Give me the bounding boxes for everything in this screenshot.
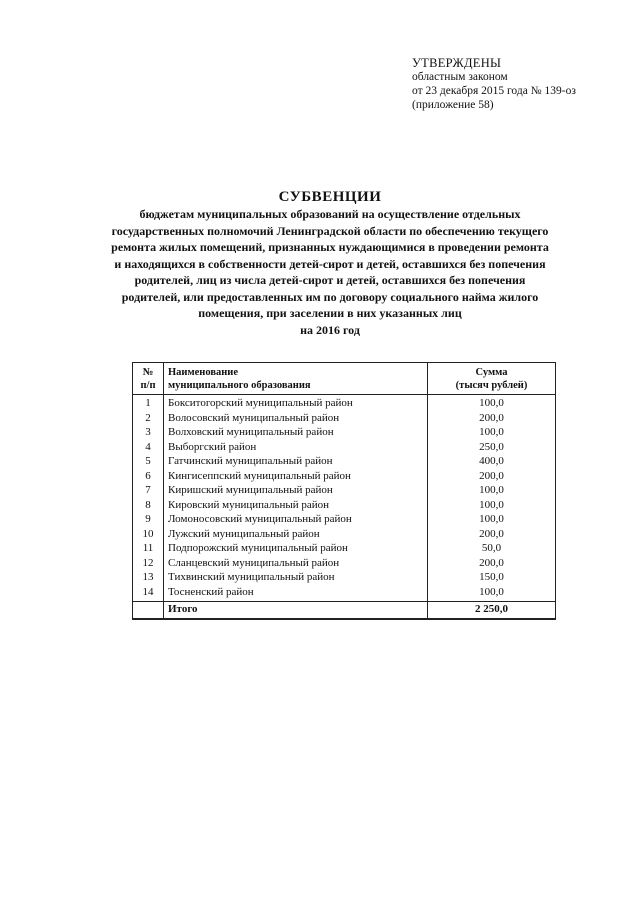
approval-appendix-line: (приложение 58) bbox=[412, 99, 494, 111]
document-subtitle: бюджетам муниципальных образований на осуществление отдельных государственных полномочий Ленинградской области по обеспечению текущего ремонта жилых помещений, признанных нуждающимися в проведении ремонта и находящихся в собственности детей-сирот и детей, оставшихся без попечения родителей, лиц из числа детей-сирот и детей, оставшихся без попечения родителей, или предоставленных им по договору социального найма жилого помещения, при заселении в них указанных лиц bbox=[111, 207, 549, 320]
row-number: 7 bbox=[133, 484, 164, 499]
row-sum: 100,0 bbox=[428, 426, 556, 441]
row-number: 4 bbox=[133, 440, 164, 455]
table-row bbox=[133, 585, 556, 602]
document-title: СУБВЕНЦИИ bbox=[278, 189, 382, 205]
table-row bbox=[133, 440, 556, 455]
subsidies-table bbox=[132, 362, 556, 620]
row-sum: 150,0 bbox=[428, 571, 556, 586]
row-sum: 100,0 bbox=[428, 585, 556, 602]
row-municipality: Киришский муниципальный район bbox=[164, 484, 428, 499]
table-row bbox=[133, 556, 556, 571]
row-sum: 100,0 bbox=[428, 395, 556, 412]
table-row bbox=[133, 571, 556, 586]
approval-heading: УТВЕРЖДЕНЫ bbox=[412, 56, 502, 70]
row-municipality: Лужский муниципальный район bbox=[164, 527, 428, 542]
table-row bbox=[133, 513, 556, 528]
header-sum-line1: Сумма bbox=[475, 367, 508, 378]
table-header bbox=[133, 363, 556, 395]
table-row bbox=[133, 411, 556, 426]
table-body bbox=[133, 395, 556, 602]
total-row bbox=[133, 602, 556, 620]
document-title-block bbox=[60, 188, 600, 338]
row-number: 12 bbox=[133, 556, 164, 571]
row-number: 14 bbox=[133, 585, 164, 602]
row-municipality: Волосовский муниципальный район bbox=[164, 411, 428, 426]
row-municipality: Бокситогорский муниципальный район bbox=[164, 395, 428, 412]
row-number: 6 bbox=[133, 469, 164, 484]
row-municipality: Тихвинский муниципальный район bbox=[164, 571, 428, 586]
row-municipality: Тосненский район bbox=[164, 585, 428, 602]
row-municipality: Волховский муниципальный район bbox=[164, 426, 428, 441]
row-number: 11 bbox=[133, 542, 164, 557]
approval-date-line: от 23 декабря 2015 года № 139-оз bbox=[412, 85, 576, 97]
row-sum: 100,0 bbox=[428, 484, 556, 499]
row-municipality: Гатчинский муниципальный район bbox=[164, 455, 428, 470]
table-header-row bbox=[133, 363, 556, 395]
row-municipality: Кингисеппский муниципальный район bbox=[164, 469, 428, 484]
row-sum: 200,0 bbox=[428, 411, 556, 426]
row-number: 10 bbox=[133, 527, 164, 542]
row-sum: 200,0 bbox=[428, 527, 556, 542]
row-number: 2 bbox=[133, 411, 164, 426]
table-footer bbox=[133, 602, 556, 620]
row-municipality: Сланцевский муниципальный район bbox=[164, 556, 428, 571]
table-row bbox=[133, 542, 556, 557]
approval-stamp bbox=[412, 56, 632, 112]
row-municipality: Ломоносовский муниципальный район bbox=[164, 513, 428, 528]
table-row bbox=[133, 484, 556, 499]
row-municipality: Кировский муниципальный район bbox=[164, 498, 428, 513]
total-number-cell bbox=[133, 602, 164, 620]
row-sum: 400,0 bbox=[428, 455, 556, 470]
total-sum: 2 250,0 bbox=[428, 602, 556, 620]
document-year: на 2016 год bbox=[300, 322, 360, 337]
row-number: 1 bbox=[133, 395, 164, 412]
row-sum: 100,0 bbox=[428, 498, 556, 513]
row-municipality: Подпорожский муниципальный район bbox=[164, 542, 428, 557]
header-sum bbox=[428, 363, 556, 395]
table-row bbox=[133, 455, 556, 470]
total-label: Итого bbox=[164, 602, 428, 620]
row-number: 3 bbox=[133, 426, 164, 441]
row-number: 5 bbox=[133, 455, 164, 470]
row-sum: 200,0 bbox=[428, 469, 556, 484]
row-sum: 250,0 bbox=[428, 440, 556, 455]
row-municipality: Выборгский район bbox=[164, 440, 428, 455]
row-number: 8 bbox=[133, 498, 164, 513]
header-name-line2: муниципального образования bbox=[168, 380, 311, 391]
row-number: 9 bbox=[133, 513, 164, 528]
table-row bbox=[133, 395, 556, 412]
header-number bbox=[133, 363, 164, 395]
header-sum-line2: (тысяч рублей) bbox=[455, 380, 528, 391]
table-row bbox=[133, 469, 556, 484]
row-sum: 50,0 bbox=[428, 542, 556, 557]
header-number-line2: п/п bbox=[140, 380, 156, 391]
header-name bbox=[164, 363, 428, 395]
header-name-line1: Наименование bbox=[168, 367, 238, 378]
row-sum: 100,0 bbox=[428, 513, 556, 528]
row-number: 13 bbox=[133, 571, 164, 586]
approval-law-line: областным законом bbox=[412, 71, 508, 83]
header-number-line1: № bbox=[142, 367, 154, 378]
table-row bbox=[133, 527, 556, 542]
table-row bbox=[133, 498, 556, 513]
table-row bbox=[133, 426, 556, 441]
row-sum: 200,0 bbox=[428, 556, 556, 571]
